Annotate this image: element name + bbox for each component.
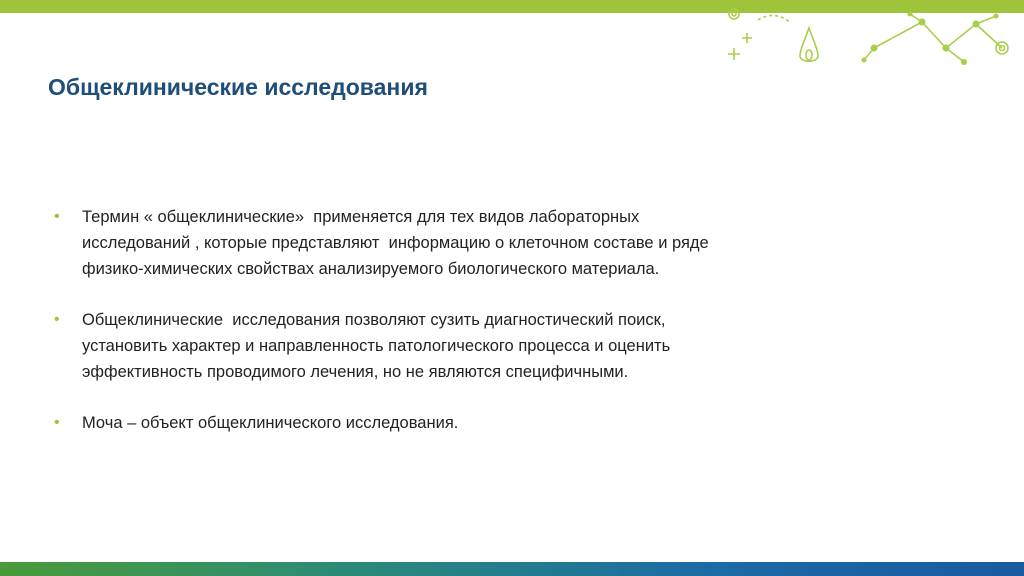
slide-title: Общеклинические исследования — [48, 74, 428, 100]
bullet-item — [52, 307, 872, 385]
bullet-item — [52, 204, 872, 282]
bottom-gradient-bar — [0, 562, 1024, 576]
bullet-text-line: Термин « общеклинические» применяется для тех видов лабораторных — [82, 208, 640, 226]
bullet-list — [52, 204, 872, 461]
bullet-text-line: физико-химических свойствах анализируемого биологического материала. — [82, 260, 660, 278]
bullet-text-line: установить характер и направленность патологического процесса и оценить — [82, 337, 671, 355]
bullet-text-line: эффективность проводимого лечения, но не являются специфичными. — [82, 363, 629, 381]
bullet-text-line: Общеклинические исследования позволяют сузить диагностический поиск, — [82, 311, 666, 329]
molecule-network-decoration — [714, 0, 1024, 80]
bullet-text-line: Моча – объект общеклинического исследования. — [82, 414, 459, 432]
bullet-item — [52, 410, 872, 436]
bullet-text-line: исследований , которые представляют информацию о клеточном составе и ряде — [82, 234, 709, 252]
bullet-marker: • — [54, 311, 60, 328]
bullet-marker: • — [54, 208, 60, 225]
bullet-marker: • — [54, 414, 60, 431]
